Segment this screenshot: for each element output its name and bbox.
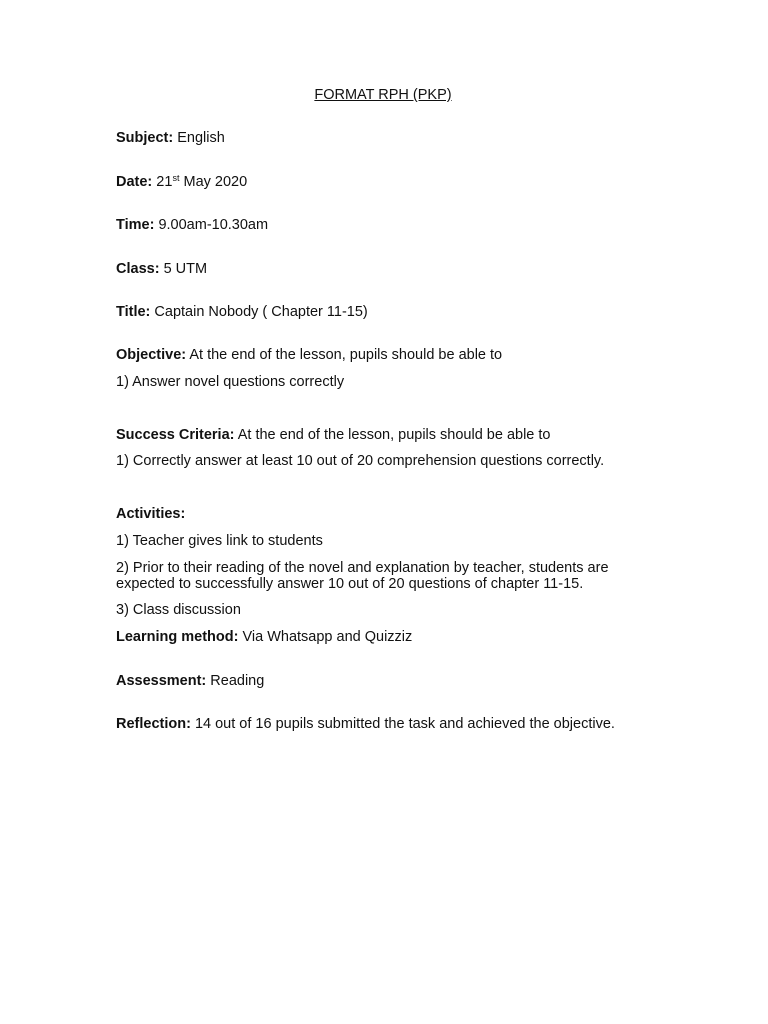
document-title <box>0 87 768 104</box>
title-field-value: Captain Nobody ( Chapter 11-15) <box>154 304 368 320</box>
activity-item: 1) Teacher gives link to students <box>116 533 323 549</box>
success-criteria-line <box>116 427 551 444</box>
date-line <box>116 174 247 191</box>
class-line <box>116 261 207 278</box>
objective-item: 1) Answer novel questions correctly <box>116 374 345 390</box>
time-label: Time: <box>116 217 155 233</box>
learning-method-label: Learning method: <box>116 629 239 645</box>
class-label: Class: <box>116 261 160 277</box>
learning-method-value: Via Whatsapp and Quizziz <box>242 629 413 645</box>
reflection-line <box>116 716 615 733</box>
date-rest: May 2020 <box>183 174 248 190</box>
activity-item: 3) Class discussion <box>116 602 241 618</box>
learning-method-line <box>116 629 412 646</box>
reflection-label: Reflection: <box>116 716 191 732</box>
assessment-label: Assessment: <box>116 673 207 689</box>
reflection-value: 14 out of 16 pupils submitted the task and achieved the objective. <box>194 716 615 732</box>
time-value: 9.00am-10.30am <box>158 217 269 233</box>
date-suffix: st <box>172 173 180 183</box>
objective-line <box>116 347 502 364</box>
time-line <box>116 217 268 234</box>
title-field-line <box>116 304 368 321</box>
objective-label: Objective: <box>116 347 187 363</box>
subject-line <box>116 130 225 147</box>
date-day: 21 <box>156 174 173 190</box>
document-title-text: FORMAT RPH (PKP) <box>314 87 452 103</box>
success-criteria-value: At the end of the lesson, pupils should be able to <box>237 427 551 443</box>
success-criteria-label: Success Criteria: <box>116 427 235 443</box>
assessment-line <box>116 673 264 690</box>
class-value: 5 UTM <box>163 261 208 277</box>
activity-item: 2) Prior to their reading of the novel and explanation by teacher, students are expected to successfully answer 10 out of 20 questions of chapter 11-15. <box>116 560 609 592</box>
subject-value: English <box>177 130 225 146</box>
success-criteria-item: 1) Correctly answer at least 10 out of 20 comprehension questions correctly. <box>116 453 605 469</box>
objective-value: At the end of the lesson, pupils should be able to <box>189 347 503 363</box>
assessment-value: Reading <box>210 673 265 689</box>
subject-label: Subject: <box>116 130 174 146</box>
title-field-label: Title: <box>116 304 151 320</box>
date-label: Date: <box>116 174 153 190</box>
activities-label: Activities: <box>116 506 186 522</box>
